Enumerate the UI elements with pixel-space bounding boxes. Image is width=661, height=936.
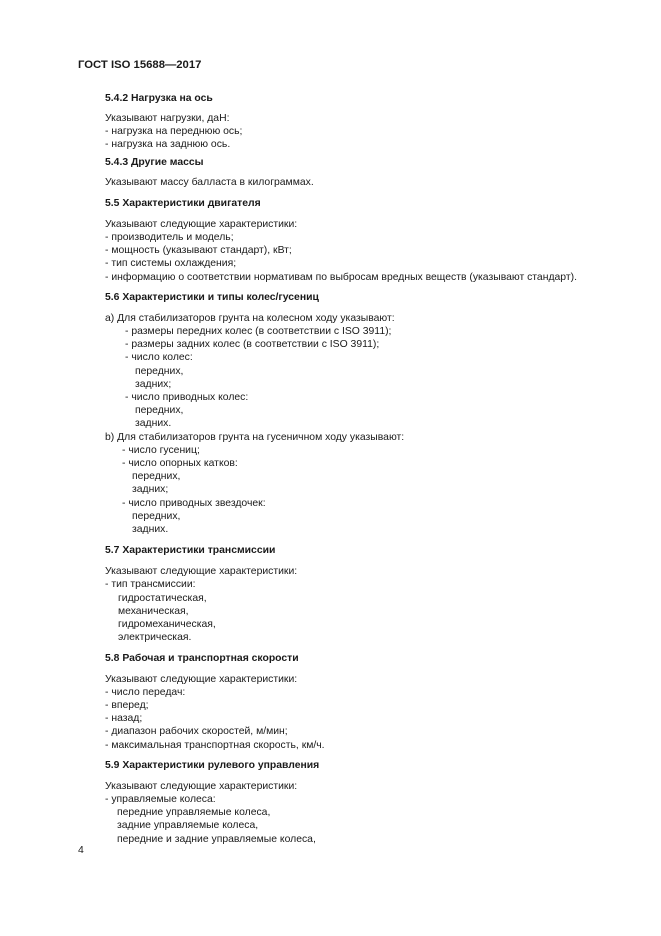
list-item: - производитель и модель; <box>105 232 234 244</box>
list-item: - число передач: <box>105 686 186 698</box>
list-item: электрическая. <box>118 632 192 644</box>
section-5-4-2-list <box>105 125 625 151</box>
document-body <box>105 92 625 846</box>
list-item: - размеры задних колес (в соответствии с ISO 3911); <box>125 339 380 351</box>
section-5-6-b-intro: b) Для стабилизаторов грунта на гусеничном ходу указывают: <box>105 431 405 443</box>
list-item: задних. <box>132 524 169 536</box>
list-item: - число колес: <box>125 352 193 364</box>
list-item: - тип трансмиссии: <box>105 579 196 591</box>
list-item: - информацию о соответствии нормативам по выбросам вредных веществ (указывают стандарт). <box>105 271 577 283</box>
list-item: - число приводных звездочек: <box>122 497 266 509</box>
document-header: ГОСТ ISO 15688—2017 <box>78 59 202 71</box>
list-item: - число гусениц; <box>122 444 200 456</box>
list-item: задних. <box>135 418 172 430</box>
list-item: - тип системы охлаждения; <box>105 258 237 270</box>
list-item: задние управляемые колеса, <box>117 820 259 832</box>
section-5-8-title: 5.8 Рабочая и транспортная скорости <box>105 652 299 664</box>
section-5-8-list <box>105 686 625 752</box>
section-5-9-list <box>105 793 625 846</box>
section-5-4-2-intro: Указывают нагрузки, даН: <box>105 113 230 124</box>
list-item: передних, <box>132 510 181 522</box>
list-item: - мощность (указывают стандарт), кВт; <box>105 245 292 257</box>
section-5-8-intro: Указывают следующие характеристики: <box>105 673 298 685</box>
section-5-6-a-intro: a) Для стабилизаторов грунта на колесном ходу указывают: <box>105 312 395 324</box>
section-5-5-list <box>105 231 625 284</box>
list-item: задних; <box>135 378 172 390</box>
list-item: передние управляемые колеса, <box>117 807 271 819</box>
list-item: гидростатическая, <box>118 592 207 604</box>
page-number: 4 <box>78 845 84 856</box>
section-5-6-a-list <box>105 325 625 431</box>
list-item: - число опорных катков: <box>122 458 238 470</box>
section-5-7-intro: Указывают следующие характеристики: <box>105 566 298 578</box>
section-5-5-title: 5.5 Характеристики двигателя <box>105 197 261 209</box>
list-item: передних, <box>135 405 184 417</box>
list-item: передних, <box>135 365 184 377</box>
list-item: - диапазон рабочих скоростей, м/мин; <box>105 726 288 738</box>
section-5-4-2-title: 5.4.2 Нагрузка на ось <box>105 93 213 104</box>
list-item: - размеры передних колес (в соответствии с ISO 3911); <box>125 326 392 338</box>
section-5-9-intro: Указывают следующие характеристики: <box>105 780 298 792</box>
section-5-4-3-title: 5.4.3 Другие массы <box>105 156 204 168</box>
section-5-7-title: 5.7 Характеристики трансмиссии <box>105 545 276 557</box>
section-5-9-title: 5.9 Характеристики рулевого управления <box>105 759 320 771</box>
list-item: - нагрузка на переднюю ось; <box>105 126 243 138</box>
list-item: - число приводных колес: <box>125 392 249 404</box>
list-item: механическая, <box>118 605 189 617</box>
list-item: - нагрузка на заднюю ось. <box>105 139 231 151</box>
list-item: - управляемые колеса: <box>105 793 216 805</box>
section-5-4-3-text: Указывают массу балласта в килограммах. <box>105 176 314 188</box>
list-item: - назад; <box>105 713 143 725</box>
section-5-5-intro: Указывают следующие характеристики: <box>105 218 298 230</box>
section-5-6-title: 5.6 Характеристики и типы колес/гусениц <box>105 291 319 303</box>
list-item: передние и задние управляемые колеса, <box>117 833 316 845</box>
list-item: гидромеханическая, <box>118 619 216 631</box>
section-5-6-b-list <box>105 444 625 536</box>
list-item: - вперед; <box>105 699 149 711</box>
list-item: - максимальная транспортная скорость, км/ч. <box>105 739 325 751</box>
list-item: задних; <box>132 484 169 496</box>
section-5-7-list <box>105 578 625 644</box>
list-item: передних, <box>132 471 181 483</box>
